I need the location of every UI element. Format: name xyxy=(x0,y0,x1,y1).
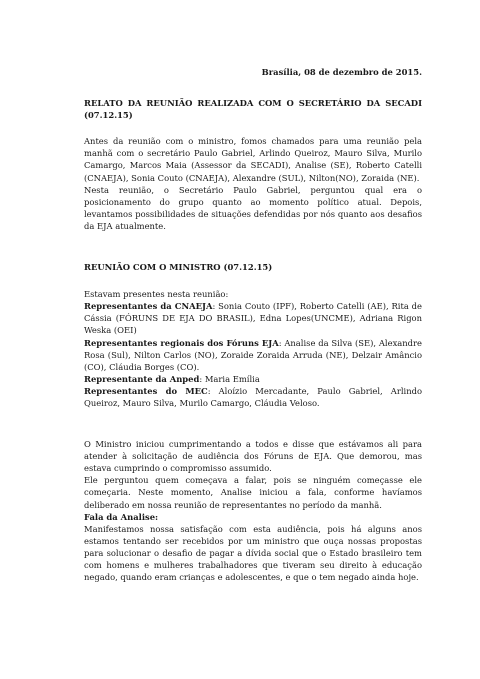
attendee-group-label: Representantes da CNAEJA xyxy=(84,301,213,312)
attendee-group-cnaeja xyxy=(84,300,422,336)
fala-analise-title: Fala da Analise: xyxy=(84,511,159,522)
attendee-group-mec xyxy=(84,385,422,409)
attendee-group-anped xyxy=(84,373,422,385)
attendee-group-label: Representantes regionais dos Fóruns EJA xyxy=(84,337,279,348)
section-title-secadi: RELATO DA REUNIÃO REALIZADA COM O SECRETÁRIO DA SECADI (07.12.15) xyxy=(84,98,422,121)
attendee-group-label: Representante da Anped xyxy=(84,373,200,384)
attendees-intro: Estavam presentes nesta reunião: xyxy=(84,289,229,300)
spacer xyxy=(84,232,422,261)
attendee-group-names: : Analise da Silva (SE), Alexandre Rosa (Sul), Nilton Carlos (NO), Zoraide Zoraida Arruda (NE), Delzair Amâncio (CO), Cláudia Borges (CO). xyxy=(84,337,422,372)
spacer xyxy=(84,409,422,438)
attendee-group-label: Representantes do MEC xyxy=(84,385,208,396)
attendee-group-names: : Maria Emília xyxy=(199,373,260,384)
paragraph-before-meeting: Antes da reunião com o ministro, fomos chamados para uma reunião pela manhã com o secretário Paulo Gabriel, Arlindo Queiroz, Mauro Silva, Murilo Camargo, Marcos Maia (Assessor da SECADI), Analise (SE), Roberto Catelli (CNAEJA), Sonia Couto (CNAEJA), Alexandre (SUL), Nilton(NO), Zoraida (NE). xyxy=(84,136,422,183)
attendee-group-names: : Aloízio Mercadante, Paulo Gabriel, Arlindo Queiroz, Mauro Silva, Murilo Camargo, Cláudia Veloso. xyxy=(84,385,422,408)
attendee-group-names: : Sonia Couto (IPF), Roberto Catelli (AE), Rita de Cássia (FÓRUNS DE EJA DO BRASIL), Edna Lopes(UNCME), Adriana Rigon Weska (OEI) xyxy=(84,301,422,336)
date-line: Brasília, 08 de dezembro de 2015. xyxy=(261,67,422,77)
attendee-group-foruns xyxy=(84,337,422,373)
paragraph-secretary-question: Nesta reunião, o Secretário Paulo Gabriel, perguntou qual era o posicionamento do grupo quanto ao momento político atual. Depois, levantamos possibilidades de situações defendidas por nós quanto aos desafios da EJA atualmente. xyxy=(84,184,422,231)
paragraph-who-speaks: Ele perguntou quem começava a falar, pois se ninguém começasse ele começaria. Neste momento, Analise iniciou a fala, conforme havíamos deliberado em nossa reunião de representantes no período da manhã. xyxy=(84,475,422,510)
section-title-minister: REUNIÃO COM O MINISTRO (07.12.15) xyxy=(84,262,273,273)
paragraph-fala-analise: Manifestamos nossa satisfação com esta audiência, pois há alguns anos estamos tentando ser recebidos por um ministro que ouça nossas propostas para solucionar o desafio de pagar a dívida social que o Estado brasileiro tem com homens e mulheres trabalhadores que tiveram seu direito à educação negado, quando eram crianças e adolescentes, e que o tem negado ainda hoje. xyxy=(84,523,422,583)
paragraph-minister-opening: O Ministro iniciou cumprimentando a todos e disse que estávamos ali para atender à solicitação de audiência dos Fóruns de EJA. Que demorou, mas estava cumprindo o compromisso assumido. xyxy=(84,439,422,474)
